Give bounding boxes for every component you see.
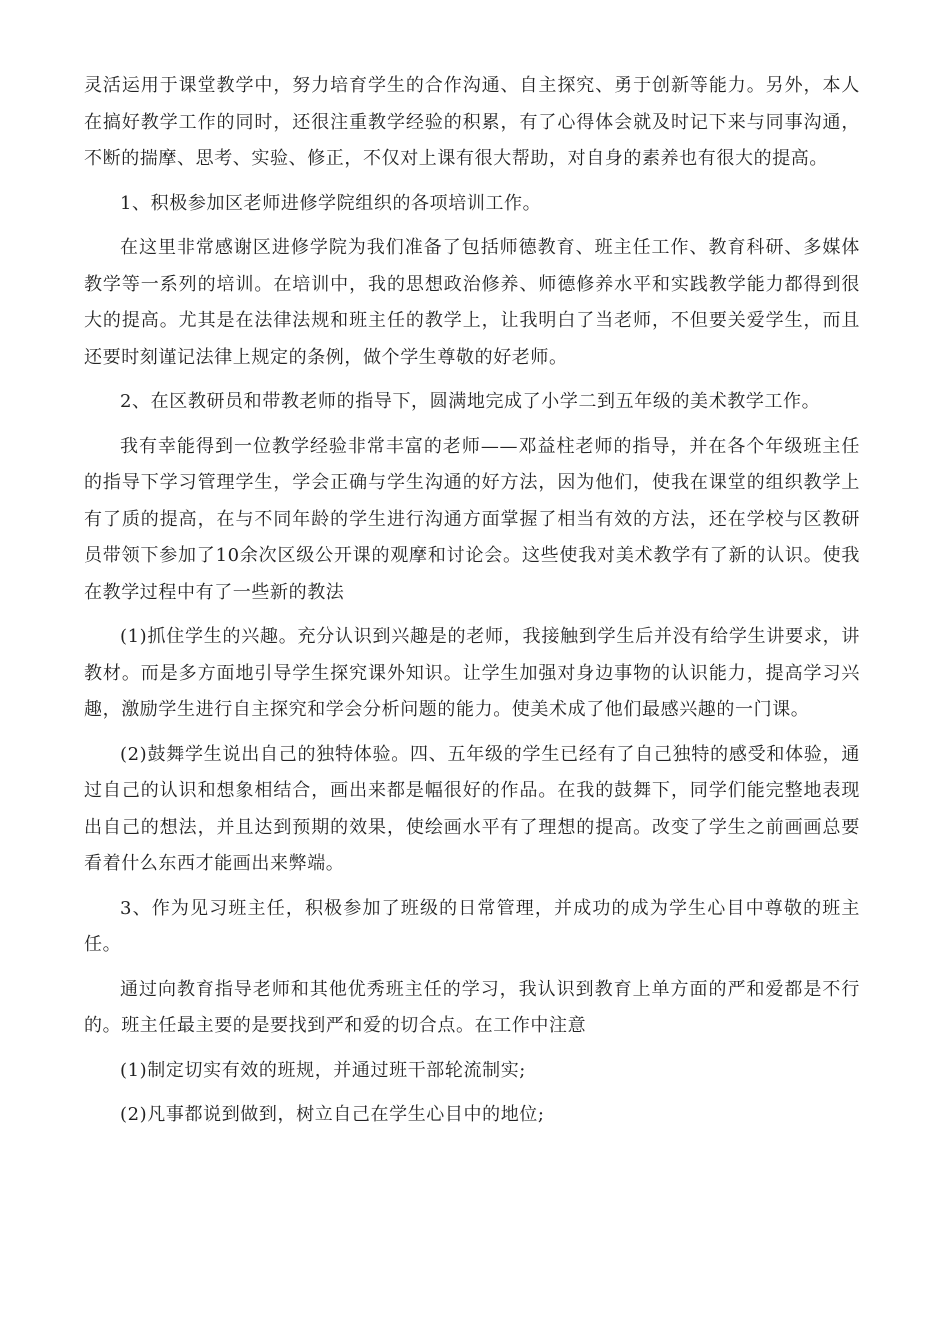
paragraph-training: 在这里非常感谢区进修学院为我们准备了包括师德教育、班主任工作、教育科研、多媒体教学等一系列的培训。在培训中，我的思想政治修养、师德修养水平和实践教学能力都得到很大的提高。尤其是在法律法规和班主任的教学上，让我明白了当老师，不但要关爱学生，而且还要时刻谨记法律上规定的条例，做个学生尊敬的好老师。 [84, 237, 860, 368]
section-heading-1: 1、积极参加区老师进修学院组织的各项培训工作。 [120, 192, 542, 214]
paragraph-continuation: 灵活运用于课堂教学中，努力培育学生的合作沟通、自主探究、勇于创新等能力。另外，本人在搞好教学工作的同时，还很注重教学经验的积累，有了心得体会就及时记下来与同事沟通，不断的揣摩、思考、实验、修正，不仅对上课有很大帮助，对自身的素养也有很大的提高。 [84, 75, 860, 169]
section-heading-2: 2、在区教研员和带教老师的指导下，圆满地完成了小学二到五年级的美术教学工作。 [120, 391, 821, 412]
list-item-interest: (1)抓住学生的兴趣。充分认识到兴趣是的老师，我接触到学生后并没有给学生讲要求，讲教材。而是多方面地引导学生探究课外知识。让学生加强对身边事物的认识能力，提高学习兴趣，激励学生进行自主探究和学会分析问题的能力。使美术成了他们最感兴趣的一门课。 [84, 626, 860, 720]
paragraph-mentor: 我有幸能得到一位教学经验非常丰富的老师——邓益柱老师的指导，并在各个年级班主任的指导下学习管理学生，学会正确与学生沟通的好方法，因为他们，使我在课堂的组织教学上有了质的提高，在与不同年龄的学生进行沟通方面掌握了相当有效的方法，还在学校与区教研员带领下参加了10余次区级公开课的观摩和讨论会。这些使我对美术教学有了新的认识。使我在教学过程中有了一些新的教法 [84, 435, 860, 603]
document-page [84, 68, 860, 1134]
list-item-promise: (2)凡事都说到做到，树立自己在学生心目中的地位; [120, 1104, 545, 1125]
section-heading-3: 3、作为见习班主任，积极参加了班级的日常管理，并成功的成为学生心目中尊敬的班主任。 [84, 897, 860, 955]
list-item-experience: (2)鼓舞学生说出自己的独特体验。四、五年级的学生已经有了自己独特的感受和体验，通过自己的认识和想象相结合，画出来都是幅很好的作品。在我的鼓舞下，同学们能完整地表现出自己的想法，并且达到预期的效果，使绘画水平有了理想的提高。改变了学生之前画画总要看着什么东西才能画出来弊端。 [84, 743, 860, 874]
list-item-rules: (1)制定切实有效的班规，并通过班干部轮流制实; [120, 1059, 526, 1081]
paragraph-class-teacher: 通过向教育指导老师和其他优秀班主任的学习，我认识到教育上单方面的严和爱都是不行的。班主任最主要的是要找到严和爱的切合点。在工作中注意 [84, 978, 860, 1036]
